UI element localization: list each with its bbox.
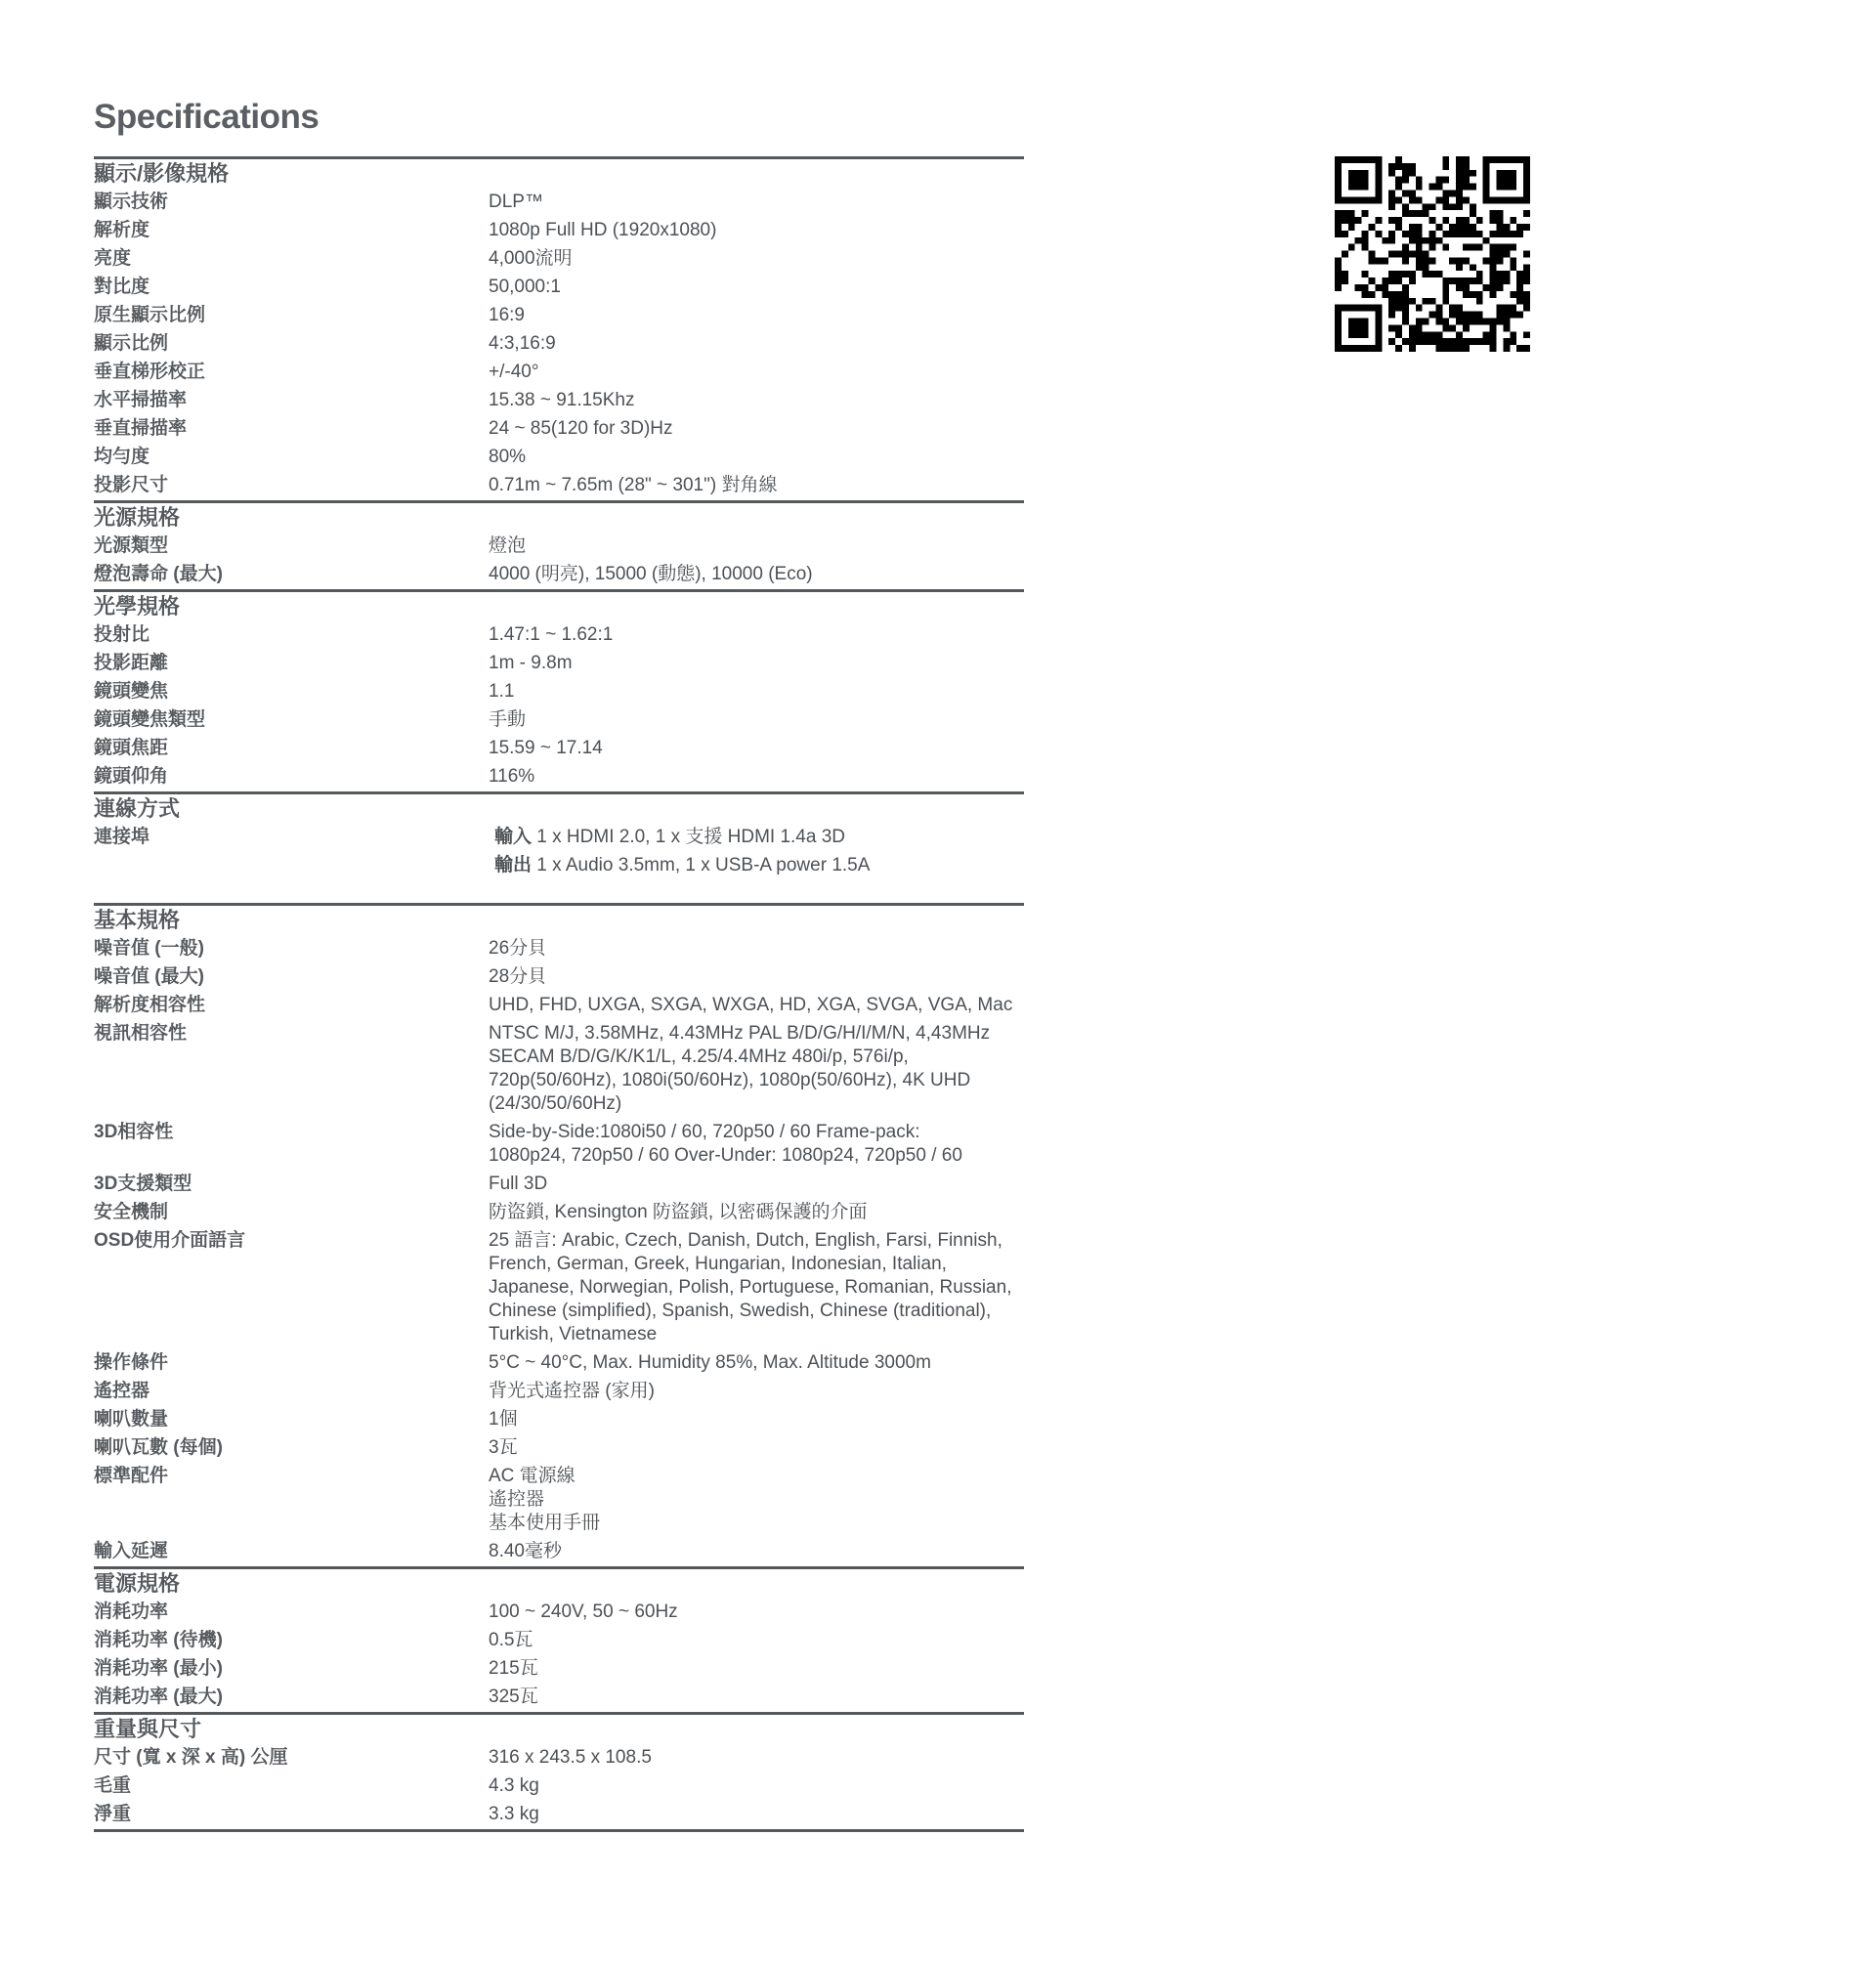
spec-row xyxy=(94,650,1024,678)
spec-value: 4.3 kg xyxy=(489,1775,539,1796)
spec-label: 鏡頭焦距 xyxy=(94,738,169,758)
spec-row xyxy=(94,1744,1024,1772)
spec-value: DLP™ xyxy=(489,192,543,212)
spec-label: 3D支援類型 xyxy=(94,1174,192,1194)
spec-label: 均勻度 xyxy=(94,447,150,467)
spec-value: 16:9 xyxy=(489,305,525,325)
spec-row xyxy=(94,1199,1024,1227)
spec-value: NTSC M/J, 3.58MHz, 4.43MHz PAL B/D/G/H/I/M/N, 4,43MHz SECAM B/D/G/K/K1/L, 4.25/4.4MHz 480i/p, 576i/p, 720p(50/60Hz), 1080i(50/60Hz), 1080p(50/60Hz), 4K UHD (24/30/50/60Hz) xyxy=(489,1023,991,1114)
spec-label: 光源類型 xyxy=(94,535,169,556)
spec-row xyxy=(94,1801,1024,1829)
input-label: 輸入 xyxy=(494,827,533,847)
spec-row xyxy=(94,217,1024,245)
spec-row xyxy=(94,763,1024,791)
input-value: 1 x HDMI 2.0, 1 x 支援 HDMI 1.4a 3D xyxy=(536,827,845,847)
spec-row xyxy=(94,1227,1024,1349)
spec-value xyxy=(489,826,1024,882)
spec-value: 15.59 ~ 17.14 xyxy=(489,738,603,758)
spec-row xyxy=(94,1772,1024,1801)
spec-row xyxy=(94,992,1024,1020)
spec-value: UHD, FHD, UXGA, SXGA, WXGA, HD, XGA, SVGA, VGA, Mac xyxy=(489,995,1013,1015)
spec-label: 解析度相容性 xyxy=(94,995,206,1015)
spec-label: 顯示比例 xyxy=(94,333,169,354)
spec-section xyxy=(94,1566,1024,1712)
spec-label: 視訊相容性 xyxy=(94,1023,188,1044)
spec-value: 0.5瓦 xyxy=(489,1630,533,1650)
spec-value: 防盜鎖, Kensington 防盜鎖, 以密碼保護的介面 xyxy=(489,1202,868,1222)
spec-label: 燈泡壽命 (最大) xyxy=(94,564,223,584)
spec-label: 鏡頭仰角 xyxy=(94,766,169,787)
spec-value: 3瓦 xyxy=(489,1437,518,1458)
spec-label: 鏡頭變焦 xyxy=(94,681,169,702)
spec-section xyxy=(94,156,1024,500)
spec-section xyxy=(94,500,1024,589)
spec-row xyxy=(94,359,1024,387)
spec-label: 噪音值 (最大) xyxy=(94,966,204,987)
output-label: 輸出 xyxy=(494,855,533,875)
spec-row xyxy=(94,1463,1024,1538)
spec-row xyxy=(94,678,1024,706)
spec-value: 手動 xyxy=(489,709,527,730)
spec-row xyxy=(94,561,1024,589)
spec-value: Full 3D xyxy=(489,1174,548,1194)
spec-row xyxy=(94,824,1024,885)
spec-value: 80% xyxy=(489,447,527,467)
spec-row xyxy=(94,245,1024,274)
output-value: 1 x Audio 3.5mm, 1 x USB-A power 1.5A xyxy=(536,855,871,875)
section-title: 光源規格 xyxy=(94,505,181,530)
section-title: 光學規格 xyxy=(94,594,181,619)
spec-value: 50,000:1 xyxy=(489,277,561,297)
spec-label: 投影距離 xyxy=(94,653,169,673)
spec-value: 4000 (明亮), 15000 (動態), 10000 (Eco) xyxy=(489,564,813,584)
spec-label: 噪音值 (一般) xyxy=(94,938,204,959)
spec-value: 26分貝 xyxy=(489,938,547,959)
qr-code-icon xyxy=(1335,156,1530,352)
spec-label: 尺寸 (寬 x 深 x 高) 公厘 xyxy=(94,1747,288,1768)
spec-section xyxy=(94,1712,1024,1832)
spec-row xyxy=(94,1434,1024,1463)
spec-value: +/-40° xyxy=(489,362,539,382)
spec-label: 喇叭瓦數 (每個) xyxy=(94,1437,223,1458)
spec-value: 215瓦 xyxy=(489,1658,538,1679)
spec-value: 116% xyxy=(489,766,535,787)
spec-value: 1個 xyxy=(489,1409,518,1430)
spec-row xyxy=(94,935,1024,963)
spec-value: 24 ~ 85(120 for 3D)Hz xyxy=(489,418,673,439)
spec-row xyxy=(94,1684,1024,1712)
spec-label: 垂直梯形校正 xyxy=(94,362,206,382)
spec-row xyxy=(94,706,1024,735)
spec-label: 水平掃描率 xyxy=(94,390,188,410)
spec-value: 325瓦 xyxy=(489,1686,538,1707)
spec-row xyxy=(94,1406,1024,1434)
connection-input xyxy=(494,826,1024,849)
spec-label: 亮度 xyxy=(94,248,132,269)
spec-label: 投射比 xyxy=(94,624,150,645)
section-title: 電源規格 xyxy=(94,1571,181,1596)
section-title: 基本規格 xyxy=(94,908,181,932)
spec-row xyxy=(94,963,1024,992)
section-title: 連線方式 xyxy=(94,796,181,821)
spec-label: 毛重 xyxy=(94,1775,132,1796)
spec-label: 顯示技術 xyxy=(94,192,169,212)
spec-value: 0.71m ~ 7.65m (28" ~ 301") 對角線 xyxy=(489,475,778,495)
spec-section xyxy=(94,791,1024,903)
spec-row xyxy=(94,302,1024,330)
spec-value: 3.3 kg xyxy=(489,1804,539,1824)
section-title: 顯示/影像規格 xyxy=(94,161,230,186)
spec-value: 5°C ~ 40°C, Max. Humidity 85%, Max. Altitude 3000m xyxy=(489,1352,931,1373)
spec-label: 喇叭數量 xyxy=(94,1409,169,1430)
spec-row xyxy=(94,1627,1024,1655)
spec-row xyxy=(94,1378,1024,1406)
spec-value: 28分貝 xyxy=(489,966,547,987)
section-title: 重量與尺寸 xyxy=(94,1717,202,1741)
spec-row xyxy=(94,1119,1024,1171)
spec-value: 15.38 ~ 91.15Khz xyxy=(489,390,635,410)
spec-label: 輸入延遲 xyxy=(94,1541,169,1561)
spec-label: 消耗功率 (待機) xyxy=(94,1630,223,1650)
spec-row xyxy=(94,1655,1024,1684)
spec-label: 原生顯示比例 xyxy=(94,305,206,325)
connection-output xyxy=(494,854,1024,877)
spec-value: 燈泡 xyxy=(489,535,527,556)
spec-value: 25 語言: Arabic, Czech, Danish, Dutch, English, Farsi, Finnish, French, German, Greek, Hungarian, Indonesian, Italian, Japanese, Norwegian, Polish, Portuguese, Romanian, Russian, Chinese (simplified), Spanish, Swedish, Chinese (traditional), Turkish, Vietnamese xyxy=(489,1230,1012,1345)
spec-row xyxy=(94,735,1024,763)
spec-row xyxy=(94,472,1024,500)
spec-label: 消耗功率 (最小) xyxy=(94,1658,223,1679)
spec-label: 操作條件 xyxy=(94,1352,169,1373)
spec-label: 標準配件 xyxy=(94,1466,169,1486)
spec-label: 解析度 xyxy=(94,220,150,240)
specifications-table xyxy=(94,156,1024,1832)
page-title: Specifications xyxy=(94,98,320,136)
spec-row xyxy=(94,1349,1024,1378)
spec-value: AC 電源線 遙控器 基本使用手冊 xyxy=(489,1466,601,1533)
spec-label: 安全機制 xyxy=(94,1202,169,1222)
spec-value: 1.47:1 ~ 1.62:1 xyxy=(489,624,614,645)
spec-label: 連接埠 xyxy=(94,827,150,847)
spec-value: 8.40毫秒 xyxy=(489,1541,562,1561)
spec-label: 3D相容性 xyxy=(94,1122,174,1142)
spec-label: 鏡頭變焦類型 xyxy=(94,709,206,730)
spec-row xyxy=(94,415,1024,444)
spec-row xyxy=(94,444,1024,472)
spec-row xyxy=(94,330,1024,359)
spec-label: 垂直掃描率 xyxy=(94,418,188,439)
spec-value: 1.1 xyxy=(489,681,515,702)
spec-row xyxy=(94,1171,1024,1199)
spec-section xyxy=(94,903,1024,1566)
spec-row xyxy=(94,621,1024,650)
spec-label: 投影尺寸 xyxy=(94,475,169,495)
spec-value: 背光式遙控器 (家用) xyxy=(489,1381,655,1401)
spec-row xyxy=(94,189,1024,217)
spec-row xyxy=(94,274,1024,302)
spec-label: 消耗功率 xyxy=(94,1601,169,1622)
spec-value: 4,000流明 xyxy=(489,248,573,269)
spec-row xyxy=(94,1599,1024,1627)
spec-row xyxy=(94,533,1024,561)
spec-row xyxy=(94,1538,1024,1566)
spec-label: OSD使用介面語言 xyxy=(94,1230,246,1251)
spec-row xyxy=(94,387,1024,415)
spec-label: 消耗功率 (最大) xyxy=(94,1686,223,1707)
spec-value: 1080p Full HD (1920x1080) xyxy=(489,220,717,240)
spec-value: 1m - 9.8m xyxy=(489,653,573,673)
spec-value: 316 x 243.5 x 108.5 xyxy=(489,1747,652,1768)
spec-value: 100 ~ 240V, 50 ~ 60Hz xyxy=(489,1601,678,1622)
spec-value: Side-by-Side:1080i50 / 60, 720p50 / 60 Frame-pack: 1080p24, 720p50 / 60 Over-Under: 1080p24, 720p50 / 60 xyxy=(489,1122,962,1166)
spec-row xyxy=(94,1020,1024,1119)
spec-label: 對比度 xyxy=(94,277,150,297)
spec-label: 淨重 xyxy=(94,1804,132,1824)
spec-value: 4:3,16:9 xyxy=(489,333,556,354)
spec-section xyxy=(94,589,1024,791)
spec-label: 遙控器 xyxy=(94,1381,150,1401)
